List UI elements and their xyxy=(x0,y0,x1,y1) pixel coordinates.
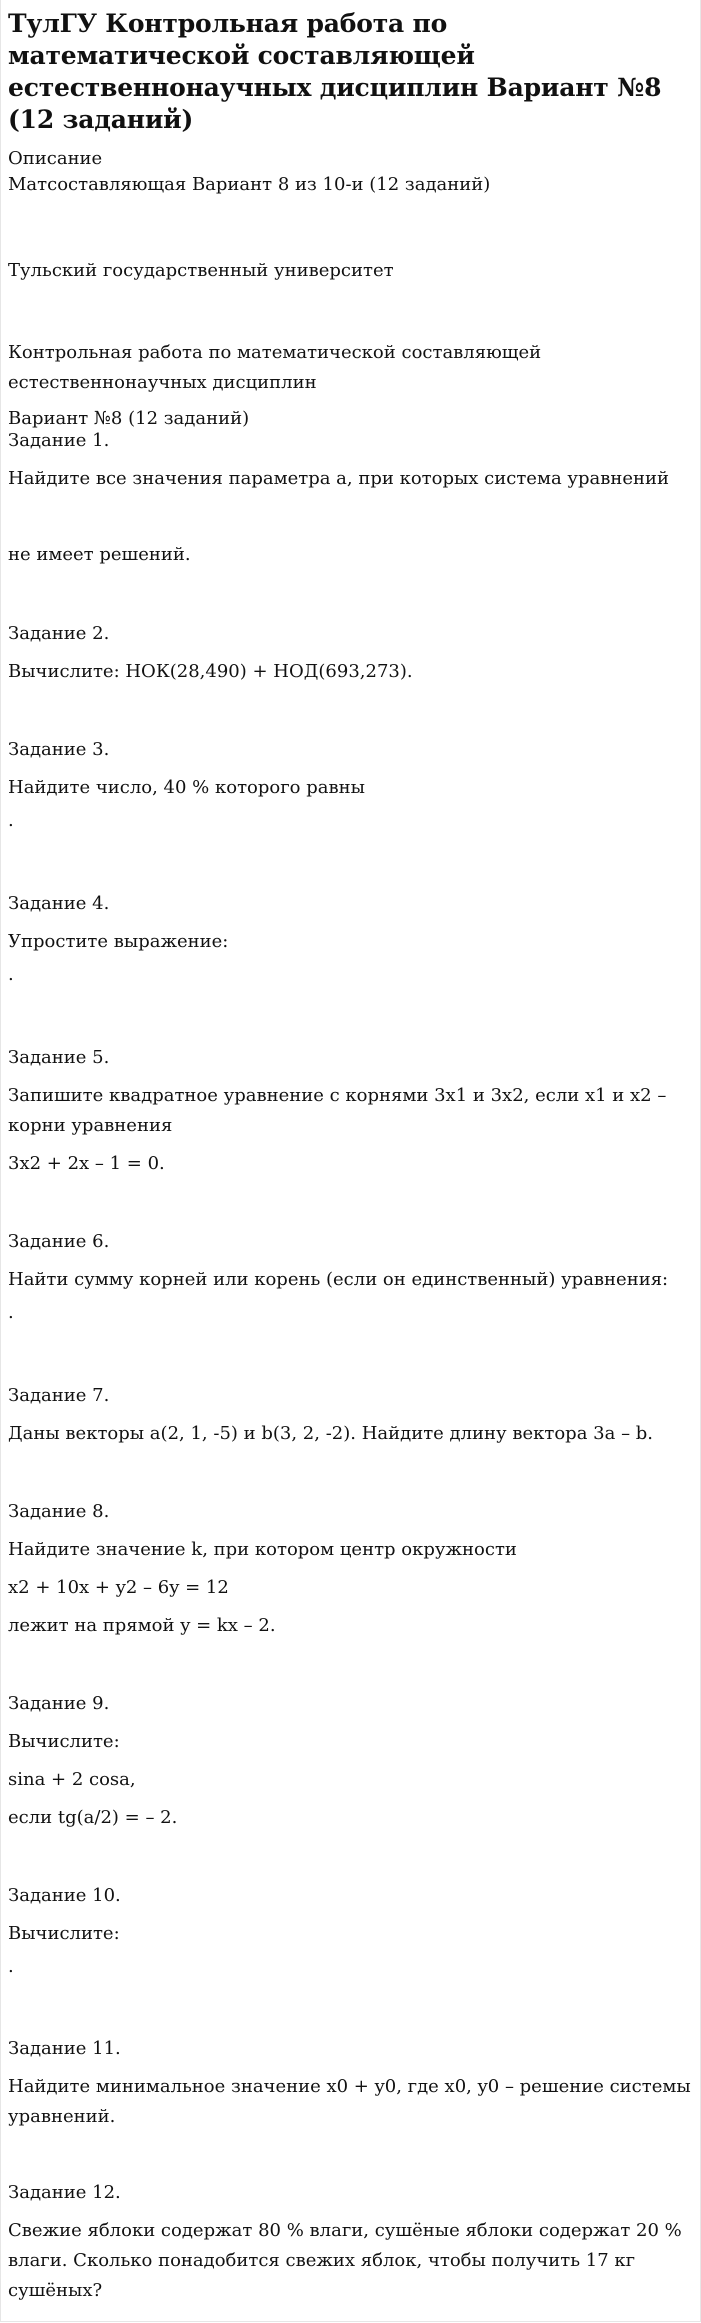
task-text: Найдите значение k, при котором центр окружности xyxy=(8,1539,517,1560)
page-title: ТулГУ Контрольная работа по математической составляющей естественнонаучных дисциплин Вариант №8 (12 заданий) xyxy=(8,9,662,134)
task-title: Задание 1. xyxy=(8,430,110,451)
task-8 xyxy=(8,1499,692,1641)
task-text: sina + 2 cosa, xyxy=(8,1769,136,1790)
task-9 xyxy=(8,1691,692,1833)
task-title: Задание 6. xyxy=(8,1231,110,1252)
task-text: . xyxy=(8,810,14,831)
task-text: Даны векторы a(2, 1, -5) и b(3, 2, -2). Найдите длину вектора 3a – b. xyxy=(8,1423,654,1444)
task-title: Задание 10. xyxy=(8,1885,121,1906)
task-1 xyxy=(8,428,692,570)
task-10 xyxy=(8,1883,692,1977)
task-title: Задание 2. xyxy=(8,623,110,644)
task-3 xyxy=(8,737,692,831)
task-text: . xyxy=(8,1956,14,1977)
task-text: . xyxy=(8,964,14,985)
university-name: Тульский государственный университет xyxy=(8,260,394,281)
task-text: x2 + 10x + y2 – 6y = 12 xyxy=(8,1577,229,1598)
task-title: Задание 12. xyxy=(8,2182,121,2203)
task-7 xyxy=(8,1383,692,1449)
variant-label: Вариант №8 (12 заданий) xyxy=(8,408,250,429)
task-text: лежит на прямой y = kx – 2. xyxy=(8,1615,276,1636)
task-title: Задание 5. xyxy=(8,1047,110,1068)
task-text: 3x2 + 2x – 1 = 0. xyxy=(8,1153,165,1174)
task-text: Найти сумму корней или корень (если он единственный) уравнения: xyxy=(8,1269,669,1290)
task-11 xyxy=(8,2036,692,2132)
task-text: Свежие яблоки содержат 80 % влаги, сушёные яблоки содержат 20 % влаги. Сколько понадобится свежих яблок, чтобы получить 17 кг сушёных? xyxy=(8,2220,682,2301)
task-text: не имеет решений. xyxy=(8,544,191,565)
task-text: Вычислите: xyxy=(8,1923,120,1944)
task-title: Задание 4. xyxy=(8,893,110,914)
task-title: Задание 8. xyxy=(8,1501,110,1522)
task-text: Запишите квадратное уравнение с корнями 3x1 и 3x2, если x1 и x2 – корни уравнения xyxy=(8,1085,667,1136)
description-subtitle: Матсоставляющая Вариант 8 из 10-и (12 заданий) xyxy=(8,174,491,195)
task-text: Вычислите: НОК(28,490) + НОД(693,273). xyxy=(8,661,413,682)
task-text: . xyxy=(8,1302,14,1323)
task-12 xyxy=(8,2180,692,2306)
task-title: Задание 7. xyxy=(8,1385,110,1406)
document xyxy=(8,8,692,434)
task-2 xyxy=(8,621,692,687)
task-title: Задание 3. xyxy=(8,739,110,760)
task-6 xyxy=(8,1229,692,1323)
task-title: Задание 9. xyxy=(8,1693,110,1714)
task-text: Упростите выражение: xyxy=(8,931,229,952)
task-text: Найдите все значения параметра a, при которых система уравнений xyxy=(8,468,670,489)
task-text: Найдите минимальное значение x0 + y0, где x0, y0 – решение системы уравнений. xyxy=(8,2076,691,2127)
work-title: Контрольная работа по математической составляющей естественнонаучных дисциплин xyxy=(8,342,542,393)
task-text: если tg(a/2) = – 2. xyxy=(8,1807,178,1828)
description-label: Описание xyxy=(8,148,103,169)
task-4 xyxy=(8,891,692,985)
task-title: Задание 11. xyxy=(8,2038,121,2059)
task-5 xyxy=(8,1045,692,1179)
task-text: Вычислите: xyxy=(8,1731,120,1752)
task-text: Найдите число, 40 % которого равны xyxy=(8,777,365,798)
